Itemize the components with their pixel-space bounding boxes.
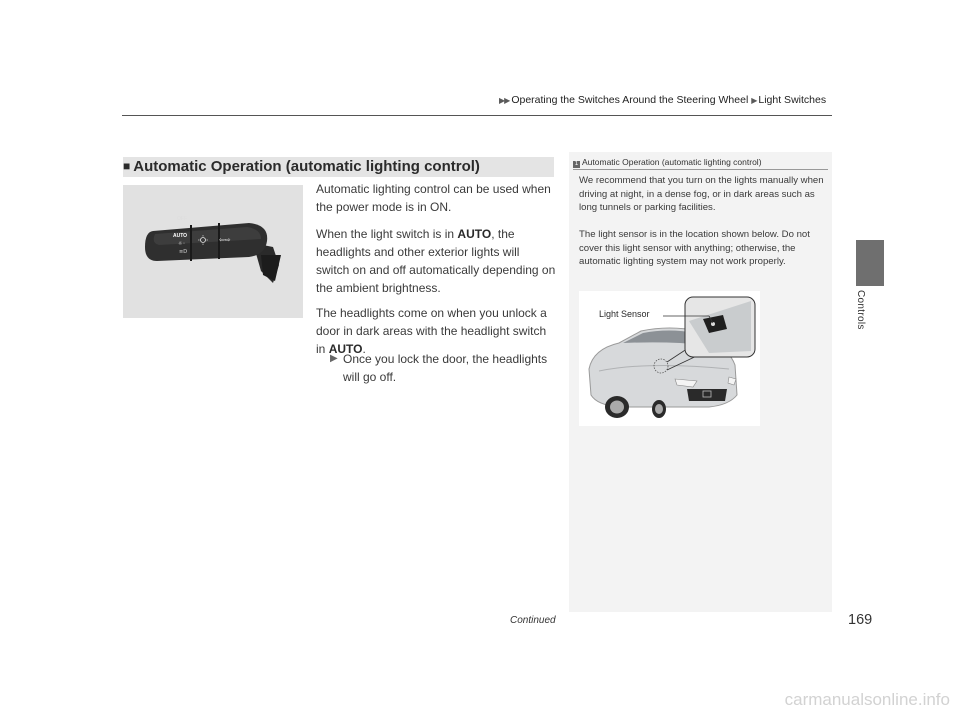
square-bullet-icon: ■ [123, 159, 131, 173]
note-paragraph-1: We recommend that you turn on the lights manually when driving at night, in a dense fog, or in dark areas such as long tunnels or parking facilities. [579, 175, 824, 213]
sub-arrow-icon: ▶ [330, 353, 338, 364]
svg-text:≡D: ≡D [179, 249, 188, 255]
lever-off-label: OFF [177, 216, 187, 222]
auto-mode-paragraph [316, 225, 556, 297]
note-title-text: Automatic Operation (automatic lighting control) [582, 157, 762, 167]
svg-text:☼◦: ☼◦ [178, 241, 186, 247]
section-heading [123, 157, 480, 177]
intro-paragraph: Automatic lighting control can be used when the power mode is in ON. [316, 182, 551, 214]
unlock-keyword: AUTO [328, 342, 363, 356]
light-switch-lever-illustration [123, 185, 303, 318]
chapter-tab[interactable] [856, 240, 884, 286]
turn-signal-arrows-icon: ⇦⇨ [219, 236, 231, 244]
section-heading-text: Automatic Operation (automatic lighting control) [133, 158, 480, 175]
breadcrumb-arrow-icon: ▶▶ [499, 96, 510, 105]
continued-label: Continued [510, 615, 556, 626]
note-paragraph-2: The light sensor is in the location shown below. Do not cover this light sensor with anything; otherwise, the automatic lighting system may not work properly. [579, 229, 810, 267]
breadcrumb-page[interactable]: Light Switches [758, 94, 827, 106]
auto-mode-keyword: AUTO [457, 227, 492, 241]
lock-door-note [330, 350, 556, 386]
watermark: carmanualsonline.info [784, 690, 950, 709]
note-title [573, 157, 762, 168]
breadcrumb-arrow-icon: ▶ [751, 96, 757, 105]
light-sensor-location-illustration [579, 291, 760, 426]
note-divider [573, 169, 828, 170]
auto-mode-text-b: , the headlights and other exterior lights will switch on and off automatically depending on the ambient brightness. [316, 227, 556, 295]
breadcrumb-section[interactable]: Operating the Switches Around the Steering Wheel [511, 94, 749, 106]
unlock-text-b: . [362, 342, 366, 356]
page-number: 169 [848, 612, 873, 628]
chapter-label[interactable]: Controls [855, 290, 866, 330]
note-reference-icon: 1 [574, 161, 579, 167]
header-divider [122, 115, 832, 116]
lock-door-text: Once you lock the door, the headlights will go off. [343, 352, 548, 384]
auto-mode-text-a: When the light switch is in [316, 227, 458, 241]
breadcrumb [499, 94, 839, 106]
light-sensor-label: Light Sensor [599, 309, 650, 319]
unlock-text-a: The headlights come on when you unlock a door in dark areas with the headlight switch in [316, 306, 547, 356]
lever-auto-label: AUTO [173, 233, 188, 239]
